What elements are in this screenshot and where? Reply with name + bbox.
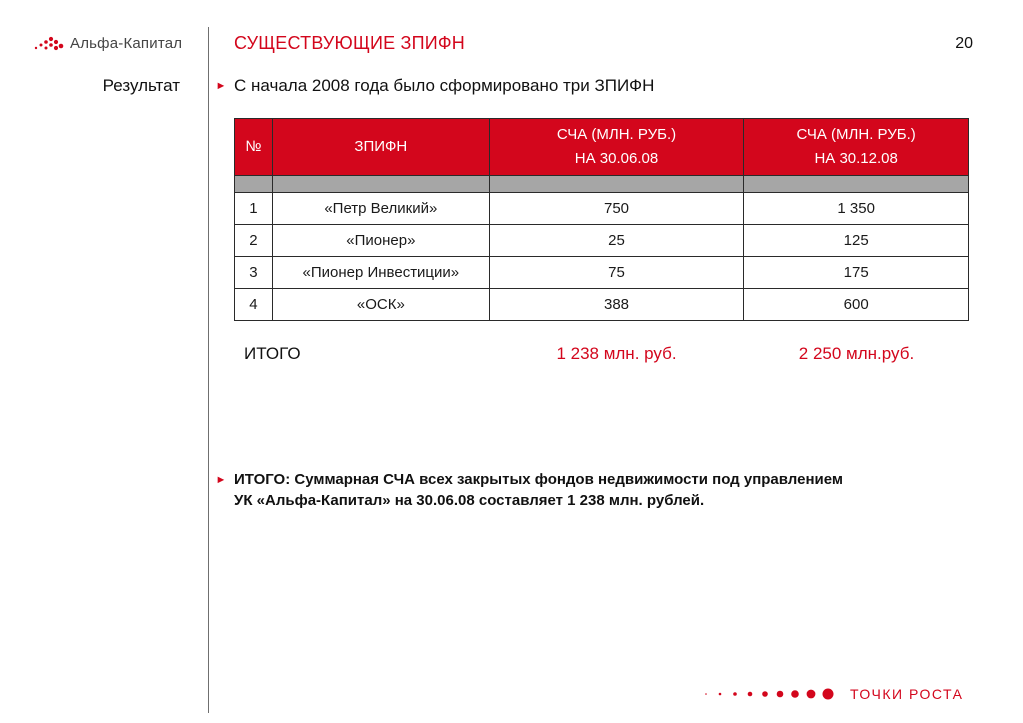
table-row	[235, 193, 969, 225]
cell-num: 1	[235, 193, 273, 225]
cell-nav1: 750	[489, 193, 744, 225]
spacer-cell	[235, 176, 273, 193]
cell-num: 4	[235, 289, 273, 321]
cell-fund: «ОСК»	[272, 289, 489, 321]
bullet-triangle-icon: ►	[215, 80, 227, 92]
vertical-divider	[208, 27, 209, 713]
header-nav-2008-06	[489, 119, 744, 176]
cell-fund: «Пионер»	[272, 225, 489, 257]
summary-line-1: ИТОГО: Суммарная СЧА всех закрытых фондов недвижимости под управлением	[234, 471, 843, 488]
table-row	[235, 225, 969, 257]
cell-nav1: 75	[489, 257, 744, 289]
slide-title: СУЩЕСТВУЮЩИЕ ЗПИФН	[234, 33, 465, 53]
company-logo	[34, 33, 182, 53]
table-header-row	[235, 119, 969, 176]
cell-fund: «Петр Великий»	[272, 193, 489, 225]
total-label: ИТОГО	[244, 344, 301, 363]
cell-nav2: 1 350	[744, 193, 969, 225]
spacer-cell	[744, 176, 969, 193]
cell-fund: «Пионер Инвестиции»	[272, 257, 489, 289]
growth-dots-icon	[700, 687, 840, 701]
spacer-cell	[489, 176, 744, 193]
logo-text: Альфа-Капитал	[70, 34, 183, 52]
total-nav-2008-06: 1 238 млн. руб.	[556, 344, 677, 363]
header-nav1-line1: СЧА (МЛН. РУБ.)	[556, 126, 677, 143]
header-nav2-line1: СЧА (МЛН. РУБ.)	[796, 126, 916, 143]
logo-dots-icon	[34, 35, 64, 51]
header-nav-2008-12	[744, 119, 969, 176]
total-nav-2008-12: 2 250 млн.руб.	[798, 344, 915, 363]
table-row	[235, 257, 969, 289]
cell-num: 3	[235, 257, 273, 289]
summary-line-2: УК «Альфа-Капитал» на 30.06.08 составляет 1 238 млн. рублей.	[234, 492, 705, 509]
header-nav1-line2: НА 30.06.08	[574, 150, 659, 167]
intro-text: С начала 2008 года было сформировано три ЗПИФН	[234, 76, 655, 95]
cell-nav2: 175	[744, 257, 969, 289]
spacer-cell	[272, 176, 489, 193]
cell-nav1: 25	[489, 225, 744, 257]
table-spacer-row	[235, 176, 969, 193]
footer-text: ТОЧКИ РОСТА	[850, 686, 964, 702]
header-nav2-line2: НА 30.12.08	[814, 150, 898, 167]
header-fund: ЗПИФН	[272, 119, 489, 176]
section-label: Результат	[102, 76, 180, 95]
summary-bullet	[208, 469, 954, 511]
summary-text	[234, 469, 954, 511]
intro-bullet	[208, 76, 654, 96]
page-number: 20	[955, 35, 973, 52]
cell-nav1: 388	[489, 289, 744, 321]
cell-nav2: 600	[744, 289, 969, 321]
bullet-triangle-icon: ►	[215, 474, 227, 486]
header-num: №	[235, 119, 273, 176]
cell-num: 2	[235, 225, 273, 257]
cell-nav2: 125	[744, 225, 969, 257]
funds-table	[234, 118, 969, 321]
table-row	[235, 289, 969, 321]
footer-slogan	[700, 686, 963, 702]
